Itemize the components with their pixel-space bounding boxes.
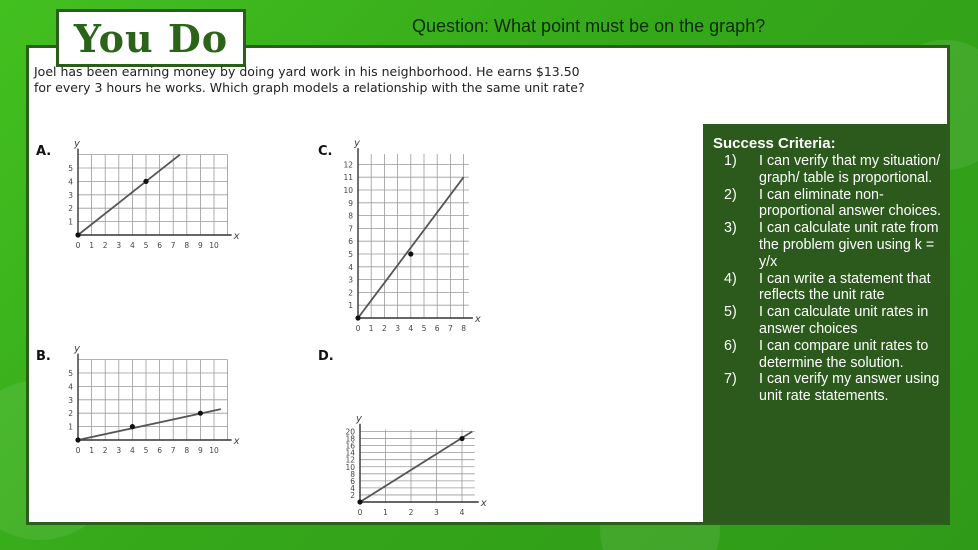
y-tick-label: 1 (68, 217, 73, 227)
criteria-number: 3) (724, 220, 737, 237)
x-tick-label: 10 (209, 446, 219, 455)
x-tick-label: 1 (368, 324, 374, 333)
x-tick-label: 9 (198, 241, 203, 250)
y-tick-label: 6 (350, 476, 355, 486)
x-tick-label: 1 (89, 241, 94, 250)
data-point (75, 232, 80, 237)
x-tick-label: 3 (116, 241, 122, 250)
criteria-text: I can verify that my situation/ graph/ table is proportional. (759, 153, 941, 186)
graph-d-label: D. (318, 349, 334, 364)
y-tick-label: 1 (68, 422, 73, 432)
y-tick-label: 2 (68, 204, 73, 214)
data-point (459, 436, 464, 441)
x-tick-label: 6 (157, 446, 162, 455)
data-point (130, 424, 135, 429)
y-tick-label: 10 (343, 186, 353, 195)
x-tick-label: 0 (357, 508, 363, 517)
graph-c-label: C. (318, 144, 333, 159)
y-tick-label: 3 (348, 275, 353, 285)
grid (358, 154, 469, 318)
x-axis-label: x (233, 436, 240, 447)
x-tick-label: 8 (461, 324, 466, 333)
y-tick-label: 1 (348, 301, 353, 311)
x-tick-label: 7 (448, 324, 453, 333)
y-tick-label: 20 (345, 427, 355, 437)
x-tick-label: 5 (421, 324, 427, 333)
x-tick-label: 9 (198, 446, 203, 455)
question-text: Question: What point must be on the graph? (412, 16, 766, 36)
x-tick-label: 2 (382, 324, 387, 333)
grid (78, 360, 228, 440)
x-tick-label: 4 (408, 324, 414, 333)
title-box (56, 9, 246, 67)
y-tick-label: 8 (348, 211, 353, 221)
y-tick-label: 5 (348, 250, 353, 259)
y-tick-label: 9 (348, 198, 353, 208)
x-tick-label: 6 (434, 324, 440, 333)
y-tick-label: 2 (348, 288, 353, 298)
x-axis-label: x (233, 231, 240, 242)
x-tick-label: 0 (355, 324, 361, 333)
y-axis-label: y (74, 138, 80, 150)
x-tick-label: 10 (209, 241, 219, 250)
graph-b (60, 345, 240, 457)
x-tick-label: 5 (143, 446, 149, 455)
success-criteria-heading: Success Criteria: (713, 135, 836, 152)
x-tick-label: 3 (434, 508, 439, 517)
y-tick-label: 4 (348, 262, 353, 272)
grid (78, 155, 228, 235)
slide-title: You Do (73, 15, 229, 61)
criteria-text: I can compare unit rates to determine the solution. (759, 337, 929, 371)
y-tick-label: 16 (345, 441, 355, 451)
x-tick-label: 5 (143, 241, 149, 250)
y-tick-label: 4 (350, 483, 355, 493)
data-point (357, 499, 362, 504)
x-tick-label: 8 (184, 446, 190, 455)
criteria-item (713, 153, 941, 187)
y-axis-label: y (74, 343, 80, 355)
y-tick-label: 4 (68, 382, 73, 392)
y-tick-label: 8 (350, 469, 355, 479)
x-axis-label: x (480, 498, 487, 509)
y-tick-label: 11 (343, 173, 353, 183)
x-tick-label: 3 (116, 446, 122, 455)
x-axis-label: x (474, 314, 481, 325)
x-tick-label: 8 (184, 241, 190, 250)
criteria-number: 7) (724, 371, 737, 388)
x-tick-label: 7 (170, 241, 176, 250)
x-tick-label: 4 (130, 241, 135, 250)
criteria-text: I can verify my answer using unit rate statements. (759, 371, 940, 405)
data-point (75, 437, 80, 442)
criteria-number: 2) (724, 186, 737, 203)
x-tick-label: 4 (130, 446, 135, 455)
graph-a-label: A. (36, 144, 52, 159)
y-tick-label: 10 (345, 462, 355, 472)
y-tick-label: 3 (68, 190, 73, 200)
y-tick-label: 12 (343, 160, 353, 170)
data-point (198, 411, 203, 416)
x-tick-label: 6 (157, 241, 162, 250)
criteria-item (713, 187, 941, 221)
criteria-text: I can calculate unit rates in answer choices (759, 304, 929, 337)
criteria-item (713, 220, 941, 270)
x-tick-label: 3 (395, 324, 400, 333)
criteria-number: 4) (724, 270, 737, 287)
criteria-item (713, 338, 941, 372)
data-point (143, 179, 148, 184)
x-tick-label: 1 (89, 446, 94, 455)
x-tick-label: 7 (170, 446, 176, 455)
graph-d (338, 345, 488, 517)
criteria-item (713, 371, 941, 405)
y-tick-label: 5 (68, 369, 73, 378)
data-point (355, 315, 360, 320)
y-tick-label: 12 (345, 455, 355, 465)
criteria-number: 6) (724, 337, 737, 354)
y-tick-label: 5 (68, 164, 73, 173)
data-point (408, 251, 413, 256)
graph-a (60, 140, 240, 252)
y-tick-label: 7 (348, 224, 353, 234)
y-tick-label: 4 (68, 177, 73, 187)
graph-b-label: B. (36, 349, 51, 364)
graph-c (338, 140, 488, 334)
y-tick-label: 6 (348, 237, 353, 247)
criteria-number: 1) (724, 153, 737, 169)
x-tick-label: 0 (75, 241, 81, 250)
y-axis-label: y (354, 138, 360, 150)
x-tick-label: 2 (408, 508, 414, 517)
x-tick-label: 1 (383, 508, 388, 517)
y-tick-label: 3 (68, 395, 73, 405)
criteria-text: I can write a statement that reflects the unit rate (759, 270, 931, 304)
criteria-text: I can calculate unit rate from the problem given using k = y/x (759, 220, 939, 270)
problem-text: Joel has been earning money by doing yard work in his neighborhood. He earns $13.50 for every 3 hours he works. Which graph models a relationship with the same unit rate? (34, 64, 585, 95)
criteria-number: 5) (724, 304, 737, 321)
criteria-item (713, 271, 941, 305)
criteria-text: I can eliminate non-proportional answer choices. (759, 186, 941, 220)
criteria-item (713, 304, 941, 338)
x-tick-label: 2 (102, 446, 108, 455)
y-tick-label: 18 (345, 434, 355, 444)
x-tick-label: 4 (459, 508, 465, 517)
x-tick-label: 0 (75, 446, 81, 455)
y-tick-label: 14 (345, 448, 355, 458)
y-axis-label: y (356, 413, 362, 425)
y-tick-label: 2 (350, 490, 355, 500)
y-tick-label: 2 (68, 409, 73, 419)
success-criteria-list (713, 153, 941, 405)
x-tick-label: 2 (102, 241, 108, 250)
success-criteria-box (703, 124, 949, 522)
